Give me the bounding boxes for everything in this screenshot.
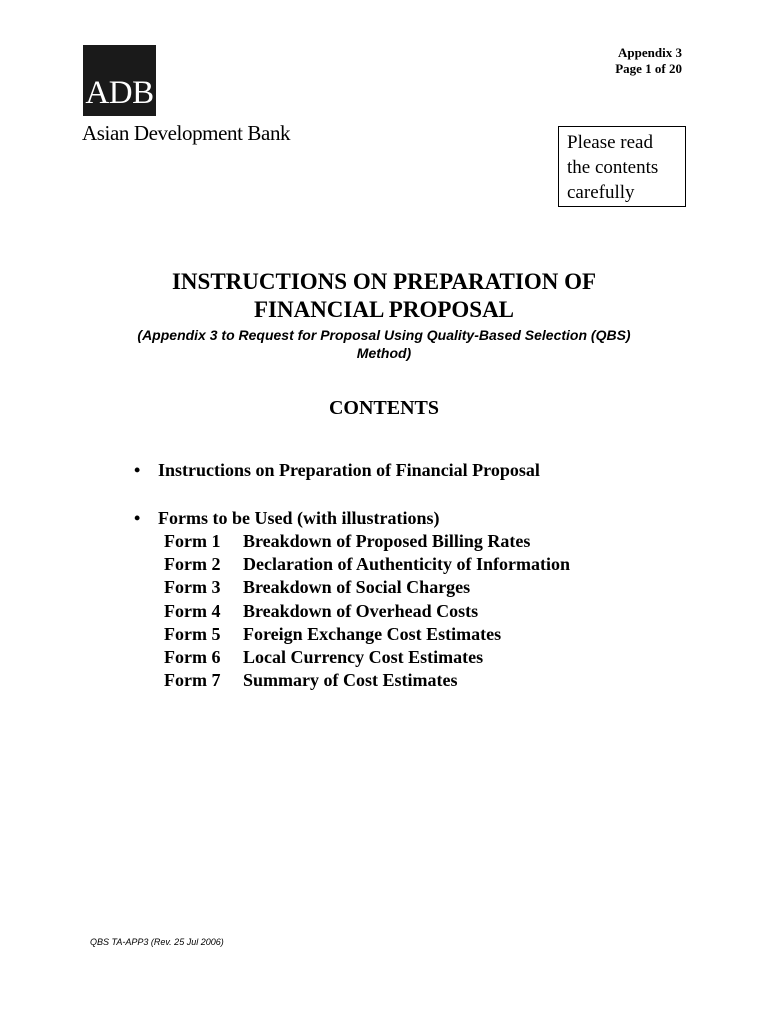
appendix-label: Appendix 3 <box>618 45 682 60</box>
footer-revision: QBS TA-APP3 (Rev. 25 Jul 2006) <box>90 937 224 947</box>
form-entry <box>164 600 570 623</box>
notice-box <box>558 126 686 207</box>
subtitle-line-1: (Appendix 3 to Request for Proposal Using Quality-Based Selection (QBS) <box>137 327 631 343</box>
form-title: Foreign Exchange Cost Estimates <box>243 623 502 644</box>
form-number: Form 7 <box>164 670 221 691</box>
notice-line: the contents <box>567 157 659 178</box>
form-entry <box>164 576 570 599</box>
notice-line: Please read <box>567 132 653 153</box>
forms-list <box>164 530 570 692</box>
logo-text: ADB <box>85 75 154 111</box>
form-number: Form 5 <box>164 623 221 644</box>
contents-item <box>134 459 540 481</box>
contents-item-label: Instructions on Preparation of Financial Proposal <box>158 460 540 480</box>
form-title: Breakdown of Social Charges <box>243 577 471 598</box>
form-entry <box>164 530 570 553</box>
bullet-icon: • <box>134 508 141 528</box>
document-title <box>0 268 768 362</box>
form-number: Form 1 <box>164 531 221 551</box>
adb-logo <box>83 45 156 116</box>
page-number: Page 1 of 20 <box>615 61 682 76</box>
form-title: Summary of Cost Estimates <box>243 670 458 691</box>
form-number: Form 4 <box>164 600 221 621</box>
subtitle-line-2: Method) <box>356 345 412 361</box>
contents-heading: CONTENTS <box>328 397 440 419</box>
form-number: Form 6 <box>164 647 221 668</box>
form-entry <box>164 646 570 669</box>
organization-name: Asian Development Bank <box>82 121 291 145</box>
form-title: Breakdown of Proposed Billing Rates <box>243 531 531 551</box>
subtitle <box>0 326 768 362</box>
form-entry <box>164 623 570 646</box>
form-number: Form 3 <box>164 577 221 598</box>
form-entry <box>164 553 570 576</box>
title-line-1: INSTRUCTIONS ON PREPARATION OF <box>171 269 597 294</box>
form-title: Local Currency Cost Estimates <box>243 647 484 668</box>
form-title: Breakdown of Overhead Costs <box>243 600 479 621</box>
form-number: Form 2 <box>164 554 221 575</box>
contents-item <box>134 507 440 529</box>
contents-item-label: Forms to be Used (with illustrations) <box>158 508 440 528</box>
title-line-2: FINANCIAL PROPOSAL <box>253 297 515 322</box>
appendix-info <box>615 45 682 77</box>
notice-line: carefully <box>567 182 635 203</box>
form-title: Declaration of Authenticity of Information <box>243 554 570 575</box>
bullet-icon: • <box>134 460 141 480</box>
form-entry <box>164 669 570 692</box>
